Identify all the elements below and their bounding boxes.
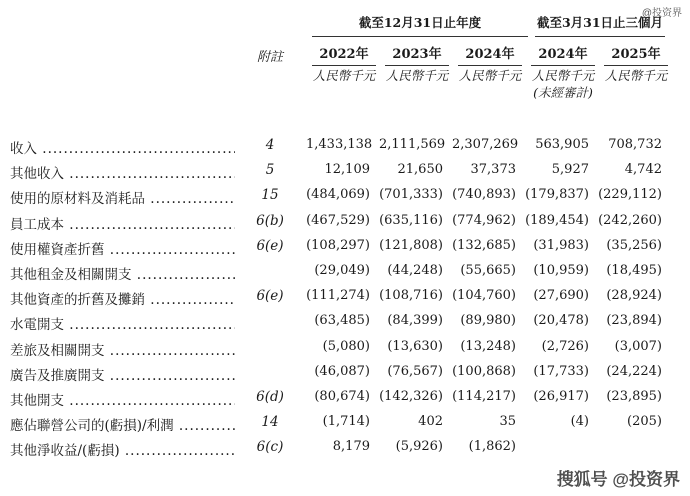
year-header-2025-q1: 2025年	[604, 43, 668, 66]
cell-value: (108,297)	[306, 237, 370, 253]
unit-label: 人民幣千元	[458, 68, 522, 83]
cell-value: (46,087)	[314, 363, 370, 379]
cell-value: (114,217)	[452, 389, 516, 404]
table-row	[0, 159, 690, 183]
row-note: 6(d)	[256, 389, 284, 405]
cell-value: (76,567)	[387, 363, 443, 379]
row-note: 6(c)	[256, 439, 284, 456]
cell-value: (132,685)	[452, 237, 516, 253]
row-label: 使用的原材料及消耗品 .....	[10, 187, 235, 207]
cell-value: (26,917)	[533, 389, 589, 404]
cell-value: (89,980)	[460, 313, 516, 329]
table-row	[0, 436, 690, 460]
cell-value: (24,224)	[606, 363, 662, 379]
row-label: 其他租金及相關開支 .....	[10, 263, 235, 283]
unit-label: 人民幣千元	[385, 68, 449, 83]
cell-value: (229,112)	[598, 187, 662, 203]
year-header-2023: 2023年	[385, 43, 449, 66]
table-row	[0, 411, 690, 435]
row-label: 其他資產的折舊及攤銷 .....	[10, 288, 235, 308]
unit-label: 人民幣千元	[312, 68, 376, 83]
watermark-bottom: 搜狐号 @投资界	[556, 470, 680, 489]
row-note: 4	[265, 137, 275, 153]
cell-value: (31,983)	[533, 237, 589, 253]
cell-value: (484,069)	[306, 187, 370, 203]
cell-value: (467,529)	[306, 212, 370, 228]
cell-value: (701,333)	[379, 187, 443, 203]
cell-value: 12,109	[324, 162, 370, 178]
row-label: 員工成本 .....	[10, 213, 235, 233]
row-note: 14	[261, 414, 279, 431]
table-row	[0, 210, 690, 234]
cell-value: (108,716)	[379, 288, 443, 304]
year-header-2022: 2022年	[312, 43, 376, 66]
cell-value: 2,307,269	[452, 137, 519, 152]
cell-value: (13,248)	[460, 338, 516, 354]
row-label: 收入 .....	[10, 137, 235, 157]
cell-value: 4,742	[624, 162, 662, 178]
row-label: 使用權資產折舊 .....	[10, 238, 235, 258]
cell-value: (5,926)	[395, 439, 443, 455]
cell-value: (740,893)	[452, 187, 516, 203]
cell-value: 37,373	[470, 162, 516, 178]
cell-value: (63,485)	[314, 313, 370, 329]
cell-value: (18,495)	[606, 263, 662, 278]
cell-value: (189,454)	[525, 212, 589, 228]
row-note: 6(b)	[256, 212, 284, 229]
unit-label-text: 人民幣千元	[531, 68, 595, 83]
cell-value: (2,726)	[541, 338, 589, 354]
note-column-header: 附註	[256, 50, 283, 65]
cell-value: (179,837)	[525, 187, 589, 203]
row-note: 6(e)	[256, 288, 284, 305]
cell-value: (3,007)	[614, 338, 662, 354]
cell-value: (13,630)	[387, 338, 443, 354]
unaudited-label: (未經審計)	[533, 85, 593, 100]
table-row	[0, 336, 690, 360]
row-note: 15	[261, 187, 279, 204]
cell-value: (20,478)	[533, 313, 589, 329]
cell-value: (1,862)	[468, 439, 516, 455]
cell-value: 21,650	[397, 162, 443, 178]
cell-value: 402	[418, 414, 443, 430]
row-note: 5	[265, 162, 275, 179]
row-label: 差旅及相關開支 .....	[10, 339, 235, 359]
cell-value: (23,894)	[606, 313, 662, 329]
table-row	[0, 310, 690, 334]
cell-value: 5,927	[551, 162, 589, 178]
row-label: 應佔聯營公司的(虧損)/利潤 .....	[10, 414, 235, 434]
table-row	[0, 285, 690, 309]
table-row	[0, 260, 690, 284]
cell-value: (635,116)	[379, 212, 443, 228]
cell-value: (111,274)	[306, 288, 370, 304]
table-row	[0, 184, 690, 208]
cell-value: 8,179	[332, 439, 370, 455]
cell-value: (84,399)	[387, 313, 443, 329]
cell-value: (104,760)	[452, 288, 516, 304]
year-header-2024-q1: 2024年	[531, 43, 595, 66]
cell-value: (44,248)	[387, 263, 443, 278]
table-row	[0, 235, 690, 259]
cell-value: 35	[499, 414, 516, 430]
cell-value: (100,868)	[452, 363, 516, 379]
cell-value: (27,690)	[533, 288, 589, 304]
cell-value: (80,674)	[314, 389, 370, 404]
row-label: 其他收入 .....	[10, 162, 235, 182]
row-label: 廣告及推廣開支 .....	[10, 364, 235, 384]
cell-value: (1,714)	[322, 414, 370, 430]
cell-value: (23,895)	[606, 389, 662, 404]
cell-value: (10,959)	[533, 263, 589, 278]
year-header-2024: 2024年	[458, 43, 522, 66]
cell-value: 1,433,138	[306, 137, 373, 152]
cell-value: (17,733)	[533, 363, 589, 379]
table-row	[0, 134, 690, 158]
watermark-top: @投资界	[641, 8, 682, 19]
row-label: 其他開支 .....	[10, 389, 235, 409]
table-row	[0, 386, 690, 410]
cell-value: (774,962)	[452, 212, 516, 228]
unit-label: 人民幣千元	[604, 68, 668, 83]
unit-label	[531, 67, 595, 101]
row-label: 水電開支 .....	[10, 313, 235, 333]
cell-value: (242,260)	[598, 212, 662, 228]
cell-value: 708,732	[608, 137, 662, 152]
cell-value: (5,080)	[322, 338, 370, 354]
cell-value: (142,326)	[379, 389, 443, 404]
cell-value: (55,665)	[460, 263, 516, 278]
cell-value: (4)	[570, 414, 589, 430]
cell-value: (121,808)	[379, 237, 443, 253]
cell-value: (35,256)	[606, 237, 662, 253]
cell-value: (205)	[627, 414, 662, 430]
cell-value: 563,905	[535, 137, 589, 152]
cell-value: (28,924)	[606, 288, 662, 304]
row-label: 其他淨收益/(虧損) .....	[10, 439, 235, 459]
period-header-quarter: 截至3月31日止三個月	[535, 13, 665, 37]
cell-value: 2,111,569	[379, 137, 446, 152]
table-row	[0, 361, 690, 385]
cell-value: (29,049)	[314, 263, 370, 278]
row-note: 6(e)	[256, 237, 284, 254]
period-header-year: 截至12月31日止年度	[312, 13, 528, 37]
